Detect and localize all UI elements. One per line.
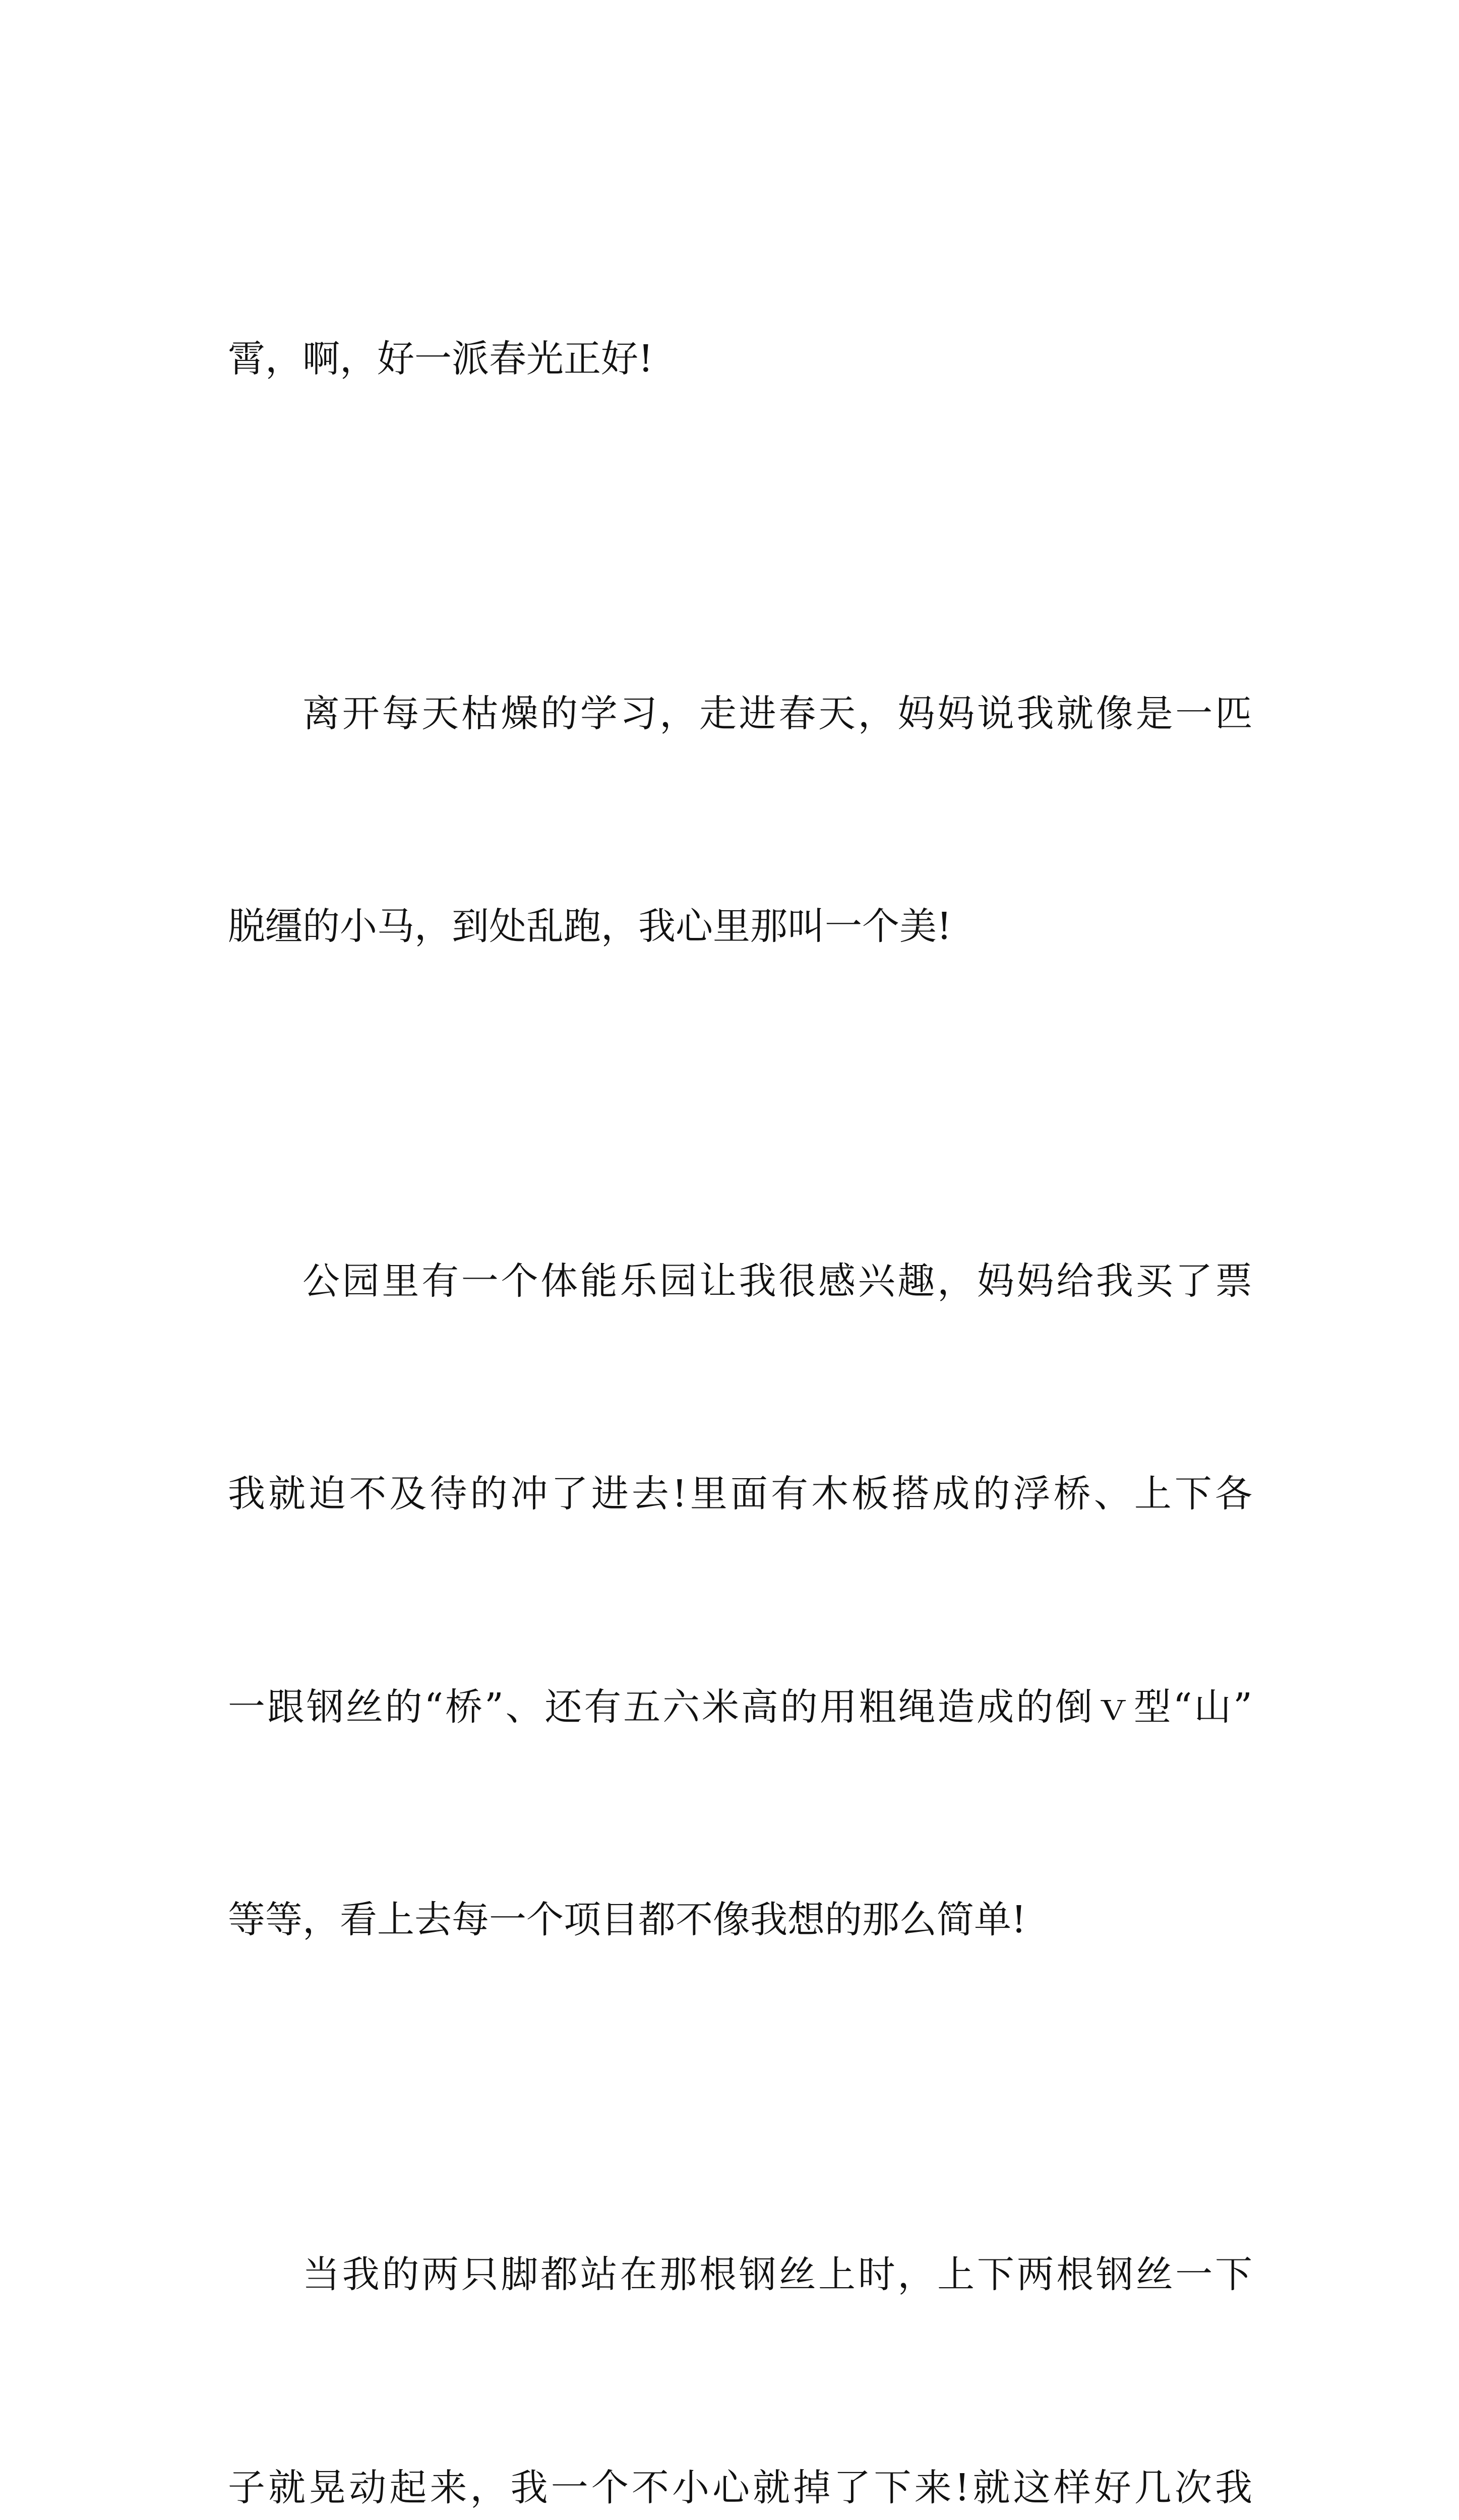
paragraph-3: [228, 1104, 1252, 2097]
text-line: 脱缰的小马，到处乱跑，我心里那叫一个美!: [228, 891, 1252, 962]
text-line: 等等，看上去每一个项目都不像我想的那么简单!: [228, 1884, 1252, 1956]
paragraph-4: [228, 2098, 1252, 2520]
text-line: 公园里有一个体能乐园让我很感兴趣，妈妈给我买了票: [228, 1246, 1255, 1317]
text-line: 霄，啊，好一派春光正好!: [228, 324, 1252, 395]
text-line: 我就迫不及待的冲了进去!里面有木板搭成的浮桥、上下各: [228, 1459, 1255, 1530]
text-line: 一跟钢丝的“桥”、还有五六米高的用粗绳造成的倒ｖ型“山”: [228, 1672, 1254, 1743]
document-body: [228, 181, 1252, 2520]
paragraph-2: [228, 536, 1252, 1104]
text-line: 当我的两只脚都站在那根钢丝上时，上下两根钢丝一下: [228, 2239, 1255, 2310]
text-line: 离开每天枯燥的学习，走进春天，妈妈说我就像是一匹: [228, 678, 1255, 749]
paragraph-1: [228, 181, 1252, 536]
text-line: 子就晃动起来，我一个不小心就掉了下来!就这样好几次我: [228, 2452, 1255, 2520]
